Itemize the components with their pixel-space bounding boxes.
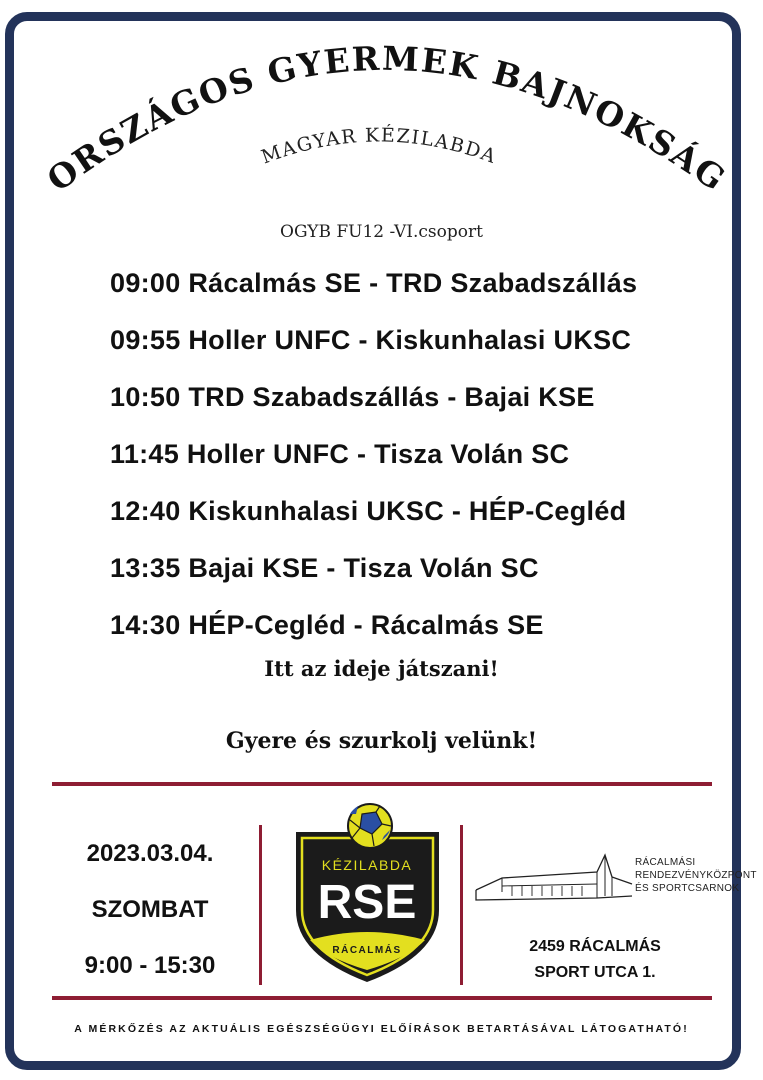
venue-address bbox=[485, 934, 705, 986]
slogan-play: Itt az ideje játszani! bbox=[264, 656, 499, 681]
svg-text:MAGYAR KÉZILABDA bbox=[258, 123, 499, 168]
rse-logo bbox=[290, 800, 445, 985]
address-line-2: SPORT UTCA 1. bbox=[534, 964, 656, 981]
event-info bbox=[50, 830, 250, 998]
logo-main-text: RSE bbox=[317, 876, 417, 929]
subtitle bbox=[0, 0, 763, 260]
logo-top-text: KÉZILABDA bbox=[321, 857, 413, 873]
venue-name-line: RÁCALMÁSI bbox=[635, 857, 696, 868]
divider-vertical-right bbox=[460, 825, 463, 985]
group-label: OGYB FU12 -VI.csoport bbox=[280, 222, 483, 242]
logo-bottom-text: RÁCALMÁS bbox=[332, 945, 402, 956]
event-date: 2023.03.04. bbox=[86, 840, 214, 867]
match-row: 13:35 Bajai KSE - Tisza Volán SC bbox=[110, 553, 539, 583]
match-row: 09:55 Holler UNFC - Kiskunhalasi UKSC bbox=[110, 325, 632, 355]
match-row: 11:45 Holler UNFC - Tisza Volán SC bbox=[110, 439, 570, 469]
venue-name-line: ÉS SPORTCSARNOK bbox=[635, 883, 740, 894]
match-schedule bbox=[110, 258, 730, 657]
main-title-text: ORSZÁGOS GYERMEK BAJNOKSÁG bbox=[39, 38, 734, 200]
slogan-cheer: Gyere és szurkolj velünk! bbox=[225, 728, 538, 754]
event-time: 9:00 - 15:30 bbox=[84, 952, 216, 979]
address-line-1: 2459 RÁCALMÁS bbox=[529, 938, 661, 955]
handball-icon bbox=[348, 804, 392, 848]
footer-notice: A MÉRKŐZÉS AZ AKTUÁLIS EGÉSZSÉGÜGYI ELŐÍRÁSOK BETARTÁSÁVAL LÁTOGATHATÓ! bbox=[74, 1023, 689, 1035]
match-row: 10:50 TRD Szabadszállás - Bajai KSE bbox=[110, 382, 595, 412]
match-row: 09:00 Rácalmás SE - TRD Szabadszállás bbox=[110, 268, 638, 298]
event-day: SZOMBAT bbox=[91, 896, 209, 923]
divider-vertical-left bbox=[259, 825, 262, 985]
divider-top bbox=[52, 782, 712, 786]
match-row: 12:40 Kiskunhalasi UKSC - HÉP-Cegléd bbox=[110, 496, 627, 526]
match-row: 14:30 HÉP-Cegléd - Rácalmás SE bbox=[110, 610, 544, 640]
subtitle-text: MAGYAR KÉZILABDA bbox=[258, 124, 500, 169]
venue-name bbox=[635, 856, 757, 895]
venue-name-line: RENDEZVÉNYKÖZPONT bbox=[635, 870, 757, 881]
